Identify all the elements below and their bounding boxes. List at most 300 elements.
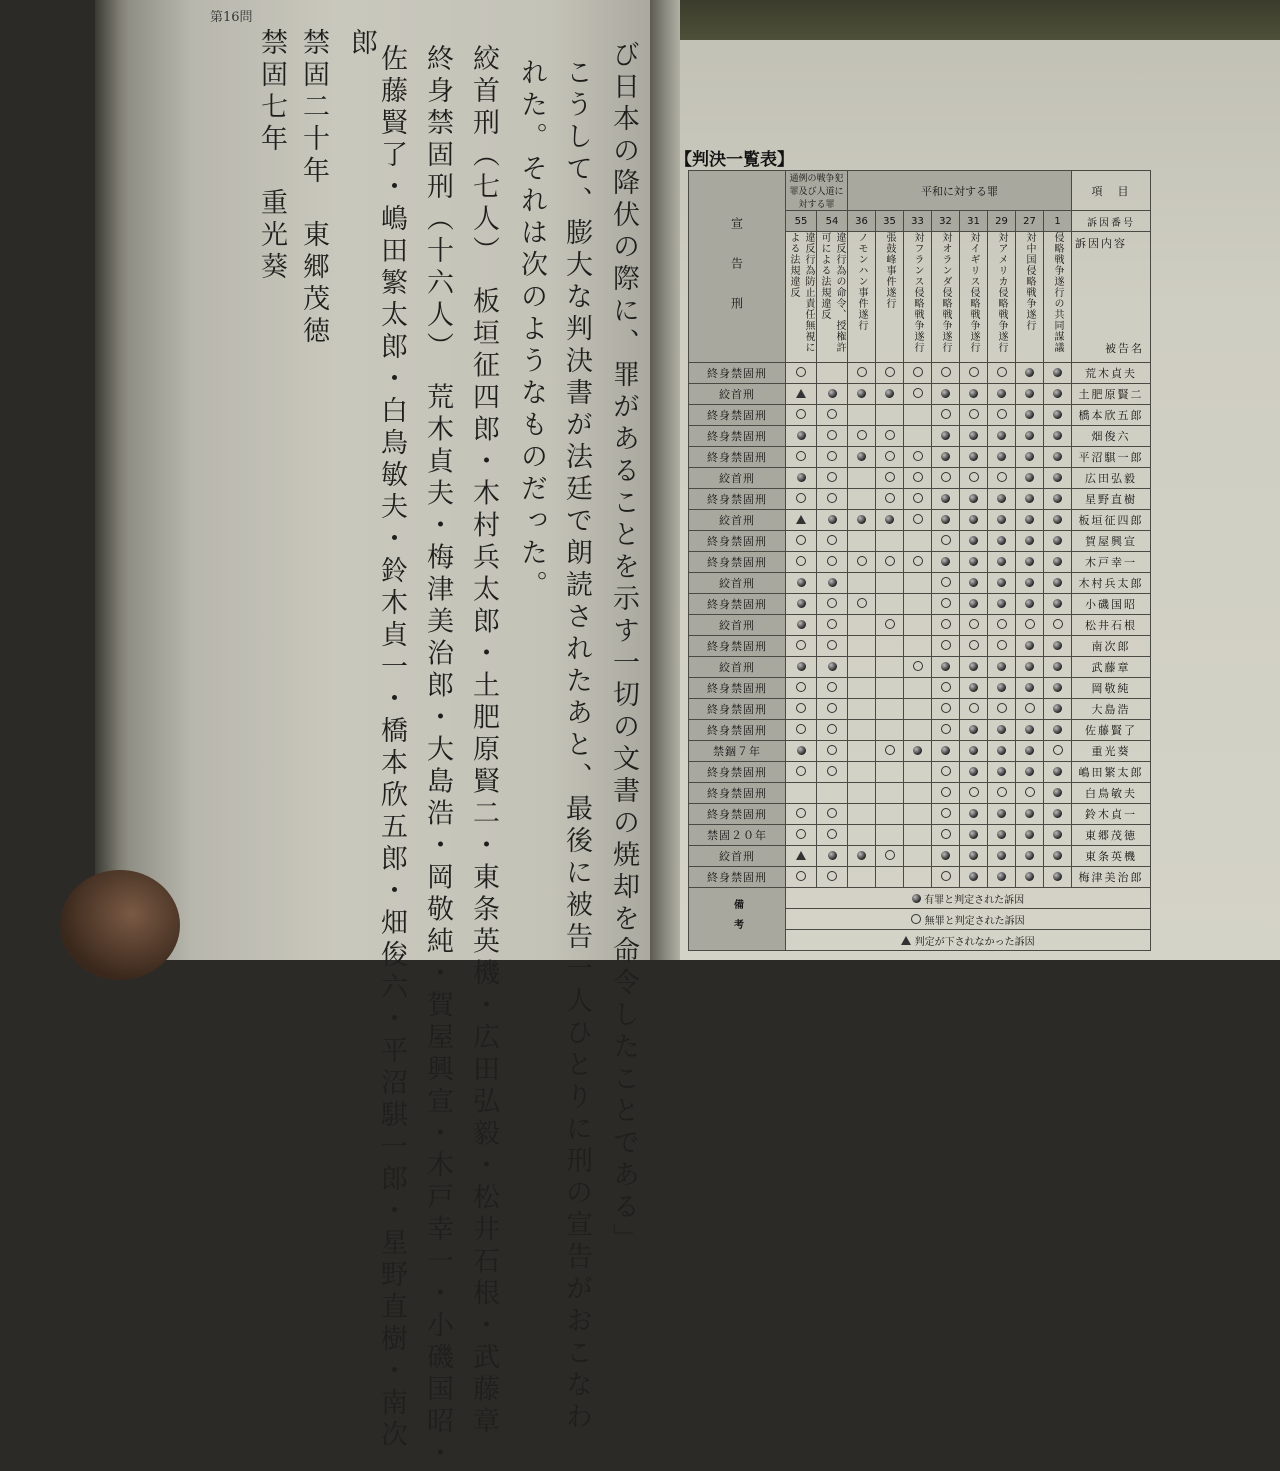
- mark-cell: [786, 384, 817, 405]
- mark-cell: [988, 573, 1016, 594]
- guilty-mark-icon: [969, 536, 978, 545]
- mark-cell: [1044, 699, 1072, 720]
- guilty-mark-icon: [997, 683, 1006, 692]
- guilty-mark-icon: [997, 557, 1006, 566]
- not-guilty-mark-icon: [857, 367, 867, 377]
- text-column: 禁固七年 重光葵: [256, 28, 287, 284]
- sentence-cell: 終身禁固刑: [689, 405, 786, 426]
- not-guilty-mark-icon: [827, 535, 837, 545]
- count-content-cell: [904, 232, 932, 363]
- mark-cell: [1044, 552, 1072, 573]
- not-guilty-mark-icon: [796, 682, 806, 692]
- mark-cell: [1016, 405, 1044, 426]
- count-number: 29: [988, 211, 1016, 232]
- mark-cell: [1016, 363, 1044, 384]
- guilty-mark-icon: [1025, 431, 1034, 440]
- not-guilty-mark-icon: [913, 367, 923, 377]
- not-guilty-mark-icon: [796, 493, 806, 503]
- table-row: [689, 384, 1151, 405]
- mark-cell: [1016, 615, 1044, 636]
- count-number: 32: [932, 211, 960, 232]
- mark-cell: [848, 363, 876, 384]
- mark-cell: [904, 678, 932, 699]
- sentence-cell: 終身禁固刑: [689, 552, 786, 573]
- mark-cell: [876, 405, 904, 426]
- guilty-mark-icon: [828, 578, 837, 587]
- mark-cell: [988, 405, 1016, 426]
- mark-cell: [1016, 825, 1044, 846]
- mark-cell: [848, 804, 876, 825]
- legend-guilty: 有罪と判定された訴因: [786, 888, 1151, 909]
- guilty-mark-icon: [1053, 431, 1062, 440]
- mark-cell: [1016, 447, 1044, 468]
- mark-cell: [988, 384, 1016, 405]
- guilty-mark-icon: [1025, 746, 1034, 755]
- text-column: 禁固二十年 東郷茂徳: [298, 28, 329, 348]
- mark-cell: [1044, 405, 1072, 426]
- count-content: 対アメリカ侵略戦争遂行: [996, 232, 1007, 353]
- guilty-mark-icon: [941, 662, 950, 671]
- not-guilty-mark-icon: [969, 367, 979, 377]
- guilty-mark-icon: [1025, 452, 1034, 461]
- not-guilty-mark-icon: [796, 535, 806, 545]
- guilty-mark-icon: [1053, 662, 1062, 671]
- guilty-mark-icon: [997, 389, 1006, 398]
- guilty-mark-icon: [941, 494, 950, 503]
- mark-cell: [786, 552, 817, 573]
- guilty-mark-icon: [997, 872, 1006, 881]
- mark-cell: [960, 531, 988, 552]
- guilty-mark-icon: [1053, 368, 1062, 377]
- sentence-cell: 終身禁固刑: [689, 867, 786, 888]
- mark-cell: [817, 657, 848, 678]
- mark-cell: [988, 846, 1016, 867]
- not-guilty-mark-icon: [885, 619, 895, 629]
- guilty-mark-icon: [1053, 872, 1062, 881]
- mark-cell: [786, 699, 817, 720]
- mark-cell: [904, 699, 932, 720]
- mark-cell: [848, 405, 876, 426]
- mark-cell: [932, 678, 960, 699]
- thumb: [60, 870, 180, 980]
- mark-cell: [988, 363, 1016, 384]
- count-content: 違反行為の命令、授権許可による法規違反: [819, 232, 845, 353]
- sentence-cell: 終身禁固刑: [689, 489, 786, 510]
- sentence-cell: 終身禁固刑: [689, 720, 786, 741]
- not-guilty-mark-icon: [913, 451, 923, 461]
- sentence-cell: 終身禁固刑: [689, 426, 786, 447]
- mark-cell: [786, 426, 817, 447]
- mark-cell: [960, 447, 988, 468]
- guilty-mark-icon: [969, 725, 978, 734]
- not-guilty-mark-icon: [913, 661, 923, 671]
- mark-cell: [1044, 741, 1072, 762]
- mark-cell: [786, 573, 817, 594]
- mark-cell: [876, 762, 904, 783]
- guilty-mark-icon: [913, 746, 922, 755]
- guilty-mark-icon: [1053, 389, 1062, 398]
- mark-cell: [960, 867, 988, 888]
- not-guilty-mark-icon: [941, 787, 951, 797]
- mark-cell: [988, 636, 1016, 657]
- mark-cell: [848, 720, 876, 741]
- mark-cell: [904, 363, 932, 384]
- mark-cell: [960, 741, 988, 762]
- count-content-cell: [876, 232, 904, 363]
- guilty-mark-icon: [1025, 536, 1034, 545]
- count-content-cell: [786, 232, 817, 363]
- text-column: 終身禁固刑（十六人） 荒木貞夫・梅津美治郎・大島浩・岡敬純・賀屋興宣・木戸幸一・小磯国昭・: [422, 44, 453, 1471]
- table-row: [689, 531, 1151, 552]
- table-row: [689, 405, 1151, 426]
- mark-cell: [1016, 384, 1044, 405]
- mark-cell: [1016, 468, 1044, 489]
- guilty-mark-icon: [997, 452, 1006, 461]
- mark-cell: [904, 531, 932, 552]
- mark-cell: [848, 384, 876, 405]
- guilty-mark-icon: [941, 452, 950, 461]
- guilty-mark-icon: [1025, 473, 1034, 482]
- mark-cell: [1016, 720, 1044, 741]
- guilty-mark-icon: [1025, 683, 1034, 692]
- guilty-mark-icon: [912, 894, 921, 903]
- mark-cell: [988, 720, 1016, 741]
- table-row: [689, 447, 1151, 468]
- not-guilty-mark-icon: [969, 787, 979, 797]
- item-header: 項 目: [1072, 171, 1151, 211]
- mark-cell: [876, 468, 904, 489]
- mark-cell: [932, 741, 960, 762]
- no-verdict-mark-icon: [901, 936, 911, 945]
- mark-cell: [904, 573, 932, 594]
- guilty-mark-icon: [1025, 515, 1034, 524]
- count-number: 31: [960, 211, 988, 232]
- mark-cell: [904, 384, 932, 405]
- mark-cell: [904, 447, 932, 468]
- mark-cell: [960, 720, 988, 741]
- mark-cell: [1044, 531, 1072, 552]
- mark-cell: [960, 384, 988, 405]
- guilty-mark-icon: [885, 389, 894, 398]
- table-row: [689, 825, 1151, 846]
- mark-cell: [988, 699, 1016, 720]
- not-guilty-mark-icon: [796, 766, 806, 776]
- count-number: 35: [876, 211, 904, 232]
- mark-cell: [988, 531, 1016, 552]
- not-guilty-mark-icon: [885, 493, 895, 503]
- guilty-mark-icon: [1025, 368, 1034, 377]
- mark-cell: [988, 762, 1016, 783]
- table-row: [689, 720, 1151, 741]
- not-guilty-mark-icon: [913, 514, 923, 524]
- mark-cell: [904, 867, 932, 888]
- table-title: 【判決一覧表】: [675, 150, 794, 170]
- mark-cell: [960, 426, 988, 447]
- mark-cell: [786, 825, 817, 846]
- not-guilty-mark-icon: [885, 556, 895, 566]
- guilty-mark-icon: [969, 431, 978, 440]
- mark-cell: [786, 636, 817, 657]
- table-row: [689, 699, 1151, 720]
- guilty-mark-icon: [969, 389, 978, 398]
- mark-cell: [988, 741, 1016, 762]
- not-guilty-mark-icon: [827, 766, 837, 776]
- count-content: 対フランス侵略戦争遂行: [912, 232, 923, 353]
- not-guilty-mark-icon: [827, 409, 837, 419]
- guilty-mark-icon: [941, 851, 950, 860]
- no-verdict-mark-icon: [796, 515, 806, 524]
- mark-cell: [1044, 762, 1072, 783]
- mark-cell: [960, 552, 988, 573]
- mark-cell: [848, 489, 876, 510]
- mark-cell: [932, 867, 960, 888]
- mark-cell: [817, 846, 848, 867]
- mark-cell: [817, 594, 848, 615]
- mark-cell: [988, 825, 1016, 846]
- table-row: [689, 678, 1151, 699]
- guilty-mark-icon: [828, 851, 837, 860]
- mark-cell: [988, 657, 1016, 678]
- not-guilty-mark-icon: [911, 914, 921, 924]
- mark-cell: [1044, 447, 1072, 468]
- sentence-cell: 終身禁固刑: [689, 594, 786, 615]
- not-guilty-mark-icon: [969, 409, 979, 419]
- not-guilty-mark-icon: [1053, 619, 1063, 629]
- mark-cell: [988, 447, 1016, 468]
- sentence-cell: 終身禁固刑: [689, 804, 786, 825]
- guilty-mark-icon: [997, 809, 1006, 818]
- defendant-name: 平沼騏一郎: [1072, 447, 1151, 468]
- guilty-mark-icon: [969, 851, 978, 860]
- not-guilty-mark-icon: [997, 619, 1007, 629]
- table-row: [689, 594, 1151, 615]
- guilty-mark-icon: [997, 830, 1006, 839]
- mark-cell: [817, 510, 848, 531]
- guilty-mark-icon: [997, 536, 1006, 545]
- guilty-mark-icon: [969, 767, 978, 776]
- mark-cell: [876, 489, 904, 510]
- not-guilty-mark-icon: [941, 535, 951, 545]
- guilty-mark-icon: [941, 746, 950, 755]
- not-guilty-mark-icon: [827, 703, 837, 713]
- mark-cell: [786, 678, 817, 699]
- guilty-mark-icon: [1053, 536, 1062, 545]
- mark-cell: [848, 426, 876, 447]
- guilty-mark-icon: [1053, 767, 1062, 776]
- count-number: 55: [786, 211, 817, 232]
- not-guilty-mark-icon: [827, 808, 837, 818]
- mark-cell: [817, 447, 848, 468]
- not-guilty-mark-icon: [885, 472, 895, 482]
- mark-cell: [988, 426, 1016, 447]
- peace-group-header: 平和に対する罪: [848, 171, 1072, 211]
- text-column: 郎: [346, 28, 377, 60]
- mark-cell: [848, 573, 876, 594]
- guilty-mark-icon: [1053, 473, 1062, 482]
- mark-cell: [876, 825, 904, 846]
- mark-cell: [1044, 468, 1072, 489]
- guilty-mark-icon: [997, 431, 1006, 440]
- mark-cell: [786, 510, 817, 531]
- mark-cell: [932, 468, 960, 489]
- not-guilty-mark-icon: [796, 724, 806, 734]
- mark-cell: [817, 636, 848, 657]
- mark-cell: [932, 426, 960, 447]
- mark-cell: [1044, 510, 1072, 531]
- not-guilty-mark-icon: [827, 472, 837, 482]
- guilty-mark-icon: [1053, 809, 1062, 818]
- not-guilty-mark-icon: [969, 703, 979, 713]
- defendant-name: 大島浩: [1072, 699, 1151, 720]
- not-guilty-mark-icon: [997, 367, 1007, 377]
- guilty-mark-icon: [828, 515, 837, 524]
- defendant-name: 東郷茂徳: [1072, 825, 1151, 846]
- mark-cell: [786, 615, 817, 636]
- not-guilty-mark-icon: [969, 640, 979, 650]
- count-content-cell: [817, 232, 848, 363]
- text-column: 佐藤賢了・嶋田繁太郎・白鳥敏夫・鈴木貞一・橋本欣五郎・畑俊六・平沼騏一郎・星野直樹・南次: [376, 44, 407, 1452]
- mark-cell: [1016, 573, 1044, 594]
- defendant-name: 広田弘毅: [1072, 468, 1151, 489]
- not-guilty-mark-icon: [941, 598, 951, 608]
- sentence-cell: 終身禁固刑: [689, 699, 786, 720]
- text-column: び日本の降伏の際に、罪があることを示す一切の文書の焼却を命令したことである」: [608, 40, 639, 1256]
- not-guilty-mark-icon: [1025, 703, 1035, 713]
- guilty-mark-icon: [828, 389, 837, 398]
- mark-cell: [988, 867, 1016, 888]
- mark-cell: [876, 846, 904, 867]
- count-content: 対中国侵略戦争遂行: [1024, 232, 1035, 331]
- mark-cell: [848, 615, 876, 636]
- not-guilty-mark-icon: [857, 430, 867, 440]
- guilty-mark-icon: [1053, 683, 1062, 692]
- mark-cell: [1044, 720, 1072, 741]
- guilty-mark-icon: [1025, 872, 1034, 881]
- chapter-header: 第16問: [210, 10, 253, 25]
- defendant-name: 賀屋興宣: [1072, 531, 1151, 552]
- mark-cell: [904, 615, 932, 636]
- guilty-mark-icon: [857, 515, 866, 524]
- sentence-cell: 絞首刑: [689, 510, 786, 531]
- text-column: こうして、膨大な判決書が法廷で朗読されたあと、最後に被告一人ひとりに刑の宣告がおこなわ: [561, 58, 592, 1434]
- mark-cell: [1016, 657, 1044, 678]
- mark-cell: [876, 657, 904, 678]
- guilty-mark-icon: [828, 662, 837, 671]
- not-guilty-mark-icon: [796, 640, 806, 650]
- sentence-cell: 絞首刑: [689, 384, 786, 405]
- mark-cell: [1016, 783, 1044, 804]
- mark-cell: [1044, 489, 1072, 510]
- mark-cell: [960, 405, 988, 426]
- not-guilty-mark-icon: [827, 682, 837, 692]
- not-guilty-mark-icon: [941, 367, 951, 377]
- guilty-mark-icon: [797, 620, 806, 629]
- guilty-mark-icon: [997, 494, 1006, 503]
- mark-cell: [932, 384, 960, 405]
- mark-cell: [960, 510, 988, 531]
- mark-cell: [1016, 846, 1044, 867]
- mark-cell: [817, 552, 848, 573]
- mark-cell: [817, 741, 848, 762]
- count-content: 侵略戦争遂行の共同謀議: [1052, 232, 1063, 353]
- mark-cell: [817, 783, 848, 804]
- mark-cell: [988, 615, 1016, 636]
- sentence-cell: 絞首刑: [689, 468, 786, 489]
- not-guilty-mark-icon: [857, 598, 867, 608]
- text-column: 絞首刑（七人） 板垣征四郎・木村兵太郎・土肥原賢二・東条英機・広田弘毅・松井石根・武藤章: [468, 44, 499, 1439]
- mark-cell: [1044, 594, 1072, 615]
- not-guilty-mark-icon: [885, 850, 895, 860]
- guilty-mark-icon: [941, 557, 950, 566]
- guilty-mark-icon: [997, 851, 1006, 860]
- mark-cell: [848, 552, 876, 573]
- mark-cell: [876, 531, 904, 552]
- count-content: 対イギリス侵略戦争遂行: [968, 232, 979, 353]
- defendant-name: 畑俊六: [1072, 426, 1151, 447]
- guilty-mark-icon: [797, 662, 806, 671]
- mark-cell: [1044, 846, 1072, 867]
- count-content: 違反行為防止責任無視による法規違反: [788, 232, 814, 353]
- not-guilty-mark-icon: [885, 367, 895, 377]
- mark-cell: [904, 825, 932, 846]
- mark-cell: [786, 531, 817, 552]
- mark-cell: [1016, 678, 1044, 699]
- mark-cell: [904, 489, 932, 510]
- mark-cell: [817, 426, 848, 447]
- legend-not-guilty: 無罪と判定された訴因: [786, 909, 1151, 930]
- mark-cell: [848, 636, 876, 657]
- defendant-name: 松井石根: [1072, 615, 1151, 636]
- mark-cell: [1016, 510, 1044, 531]
- mark-cell: [848, 447, 876, 468]
- sentence-cell: 終身禁固刑: [689, 636, 786, 657]
- not-guilty-mark-icon: [796, 829, 806, 839]
- mark-cell: [876, 573, 904, 594]
- defendant-name: 土肥原賢二: [1072, 384, 1151, 405]
- not-guilty-mark-icon: [913, 556, 923, 566]
- mark-cell: [960, 699, 988, 720]
- not-guilty-mark-icon: [885, 745, 895, 755]
- mark-cell: [988, 510, 1016, 531]
- mark-cell: [1044, 867, 1072, 888]
- mark-cell: [876, 447, 904, 468]
- sentence-cell: 終身禁固刑: [689, 363, 786, 384]
- mark-cell: [960, 468, 988, 489]
- guilty-mark-icon: [1025, 599, 1034, 608]
- mark-cell: [1044, 426, 1072, 447]
- mark-cell: [786, 846, 817, 867]
- guilty-mark-icon: [969, 809, 978, 818]
- defendant-name: 木戸幸一: [1072, 552, 1151, 573]
- count-content-cell: [932, 232, 960, 363]
- not-guilty-mark-icon: [969, 472, 979, 482]
- mark-cell: [848, 846, 876, 867]
- not-guilty-mark-icon: [827, 430, 837, 440]
- not-guilty-mark-icon: [796, 556, 806, 566]
- table-row: [689, 741, 1151, 762]
- guilty-mark-icon: [857, 389, 866, 398]
- mark-cell: [1044, 678, 1072, 699]
- mark-cell: [1044, 825, 1072, 846]
- guilty-mark-icon: [1053, 830, 1062, 839]
- mark-cell: [1016, 867, 1044, 888]
- mark-cell: [848, 468, 876, 489]
- table-row: [689, 783, 1151, 804]
- sentence-cell: 終身禁固刑: [689, 762, 786, 783]
- guilty-mark-icon: [969, 872, 978, 881]
- mark-cell: [988, 678, 1016, 699]
- guilty-mark-icon: [997, 578, 1006, 587]
